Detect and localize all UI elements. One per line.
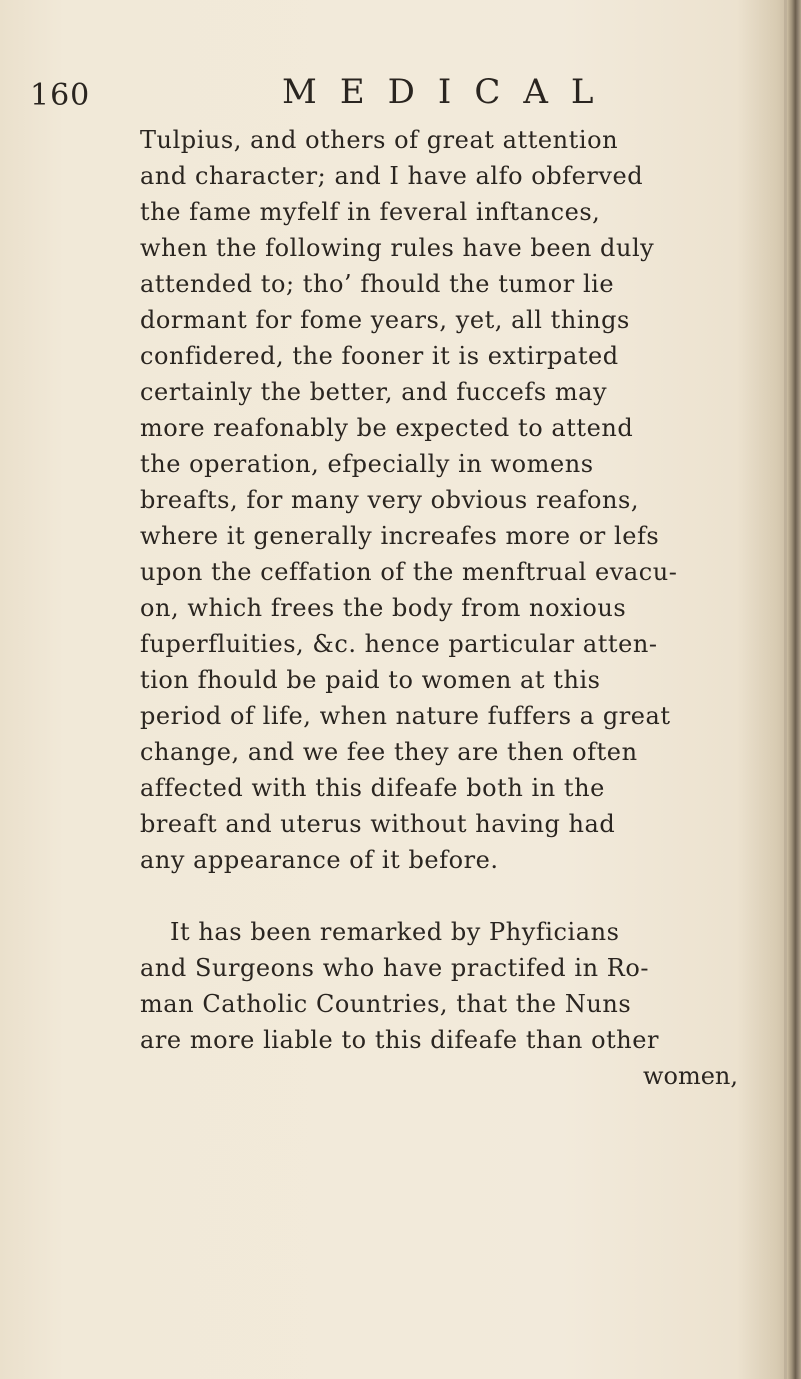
page-number: 160 (30, 78, 91, 113)
text-line: when the following rules have been duly (140, 234, 655, 262)
text-line: dormant for fome years, yet, all things (140, 306, 630, 334)
catchword: women, (642, 1062, 738, 1090)
text-line: breaft and uterus without having had (140, 810, 616, 838)
paragraph-1 (140, 122, 770, 878)
text-line: where it generally increafes more or lefs (140, 522, 660, 550)
text-line: are more liable to this difeafe than other (140, 1026, 660, 1054)
text-line: It has been remarked by Phyficians (170, 918, 620, 946)
paragraph-2 (140, 914, 770, 1058)
text-line: attended to; tho’ fhould the tumor lie (140, 270, 615, 298)
text-line: fuperfluities, &c. hence particular atten- (140, 630, 658, 658)
text-line: any appearance of it before. (140, 846, 499, 874)
text-line: breafts, for many very obvious reafons, (140, 486, 640, 514)
page-edge (787, 0, 801, 1379)
text-line: man Catholic Countries, that the Nuns (140, 990, 632, 1018)
text-line: change, and we fee they are then often (140, 738, 638, 766)
text-line: and character; and I have alfo obferved (140, 162, 644, 190)
text-line: Tulpius, and others of great attention (140, 126, 619, 154)
page-header (0, 66, 801, 116)
text-line: on, which frees the body from noxious (140, 594, 627, 622)
text-line: and Surgeons who have practifed in Ro- (140, 954, 650, 982)
text-line: more reafonably be expected to attend (140, 414, 634, 442)
text-line: certainly the better, and fuccefs may (140, 378, 608, 406)
paragraph-spacing (140, 878, 770, 914)
text-line: confidered, the fooner it is extirpated (140, 342, 619, 370)
text-line: period of life, when nature fuffers a great (140, 702, 671, 730)
text-line: the fame myfelf in feveral inftances, (140, 198, 601, 226)
text-line: affected with this difeafe both in the (140, 774, 605, 802)
running-head: MEDICAL (282, 72, 617, 112)
text-line: tion fhould be paid to women at this (140, 666, 601, 694)
text-line: the operation, efpecially in womens (140, 450, 594, 478)
text-line: upon the ceffation of the menftrual evacu- (140, 558, 678, 586)
body-text (140, 122, 770, 1094)
